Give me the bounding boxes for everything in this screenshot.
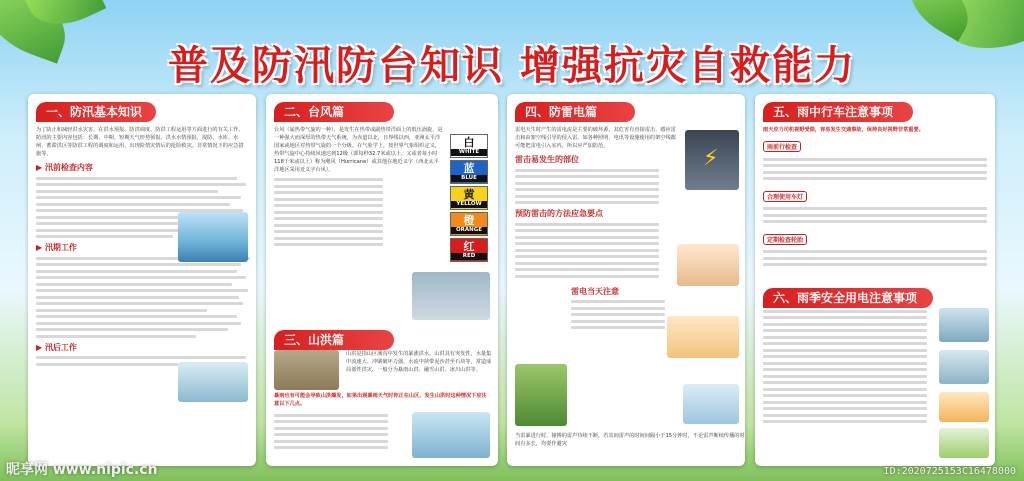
section-lightning [507, 94, 745, 466]
section-title: 五、雨中行车注意事项 [763, 102, 913, 122]
text-block [28, 257, 256, 338]
flash-flood-photo [274, 350, 339, 390]
flash-flood-tips [266, 410, 396, 453]
section-flood-basics [28, 94, 256, 466]
text-block [755, 250, 995, 266]
subheading-prevention: 预防雷击的方法应急要点 [515, 209, 603, 218]
watermark-logo: 昵享网 www.nipic.cn [6, 462, 158, 478]
strike-locations-list [507, 169, 667, 205]
page-title: 普及防汛防台知识 增强抗灾自救能力 [168, 43, 856, 89]
typhoon-illustration [412, 272, 490, 320]
flood-scene-illustration [178, 362, 248, 402]
prevention-list [507, 223, 667, 278]
subheading-preflood-check: ▶ 汛前检查内容 [36, 163, 93, 172]
subheading-flood-season: ▶ 汛期工作 [36, 243, 77, 252]
section-intro: 台风（属热带气旋的一种），是发生在热带或副热带洋面上的低压涡旋，是一种强大而深厚的热带天气系统，为赤道以北，日界线以西，亚洲太平洋国家或地区对热带气旋的一个分级。在气象学上，按世界气象组织定义，热带气旋中心持续风速达到12级（即每秒32.7米或以上，又或者每小时118千米或以上）称为飓风（Hurricane）或其他在地近义字（西北太平洋地区采用近义字台风）。 [274, 127, 443, 173]
flash-flood-warning: 暴雨也有可能会导致山洪爆发，如果出现暴雨天气时你正在山区，发生山洪时这种情况下应注意以下几点。 [274, 393, 487, 407]
section-title-flash-flood: 三、山洪篇 [274, 330, 394, 350]
section-title: 二、台风篇 [274, 102, 394, 122]
typhoon-tips [266, 178, 391, 246]
flash-flood-intro: 山洪是指山区溪沟中发生的暴涨洪水。山洪具有突发性，水量集中流速大、冲刷破坏力强，水流中挟带泥沙甚至石块等，常造成局部性洪灾，一般分为暴雨山洪、融雪山洪、冰川山洪等。 [346, 351, 492, 373]
lightning-illustration [685, 130, 739, 190]
flash-flood-illustration [412, 412, 490, 458]
lightning-bolt-icon: ⚡ [703, 146, 719, 171]
watermark-id: ID:2020725153C16478000 [883, 466, 1016, 477]
alert-white: 白 WHITE [450, 134, 490, 158]
electric-hazard-illustration [939, 392, 989, 422]
umbrella-illustration [683, 384, 739, 424]
thunder-day-list [563, 300, 673, 329]
flood-rescue-illustration [178, 212, 248, 262]
lightning-outro: 当雷暴进行时，撞搏的雷声待续不断，若其间雷声的时间间隔小于15分钟时，不论雷声断续传播的时间有多长，均要作避灾 [515, 433, 745, 447]
section-title: 一、防汛基本知识 [36, 102, 156, 122]
power-plug-illustration [939, 428, 989, 458]
section-title: 四、防雷电篇 [515, 102, 635, 122]
section-rain-driving [755, 94, 995, 466]
section-intro: 雷电天生时产生的雷电流是主要的破坏源，其危害有直接雷击、感应雷击和由架空线引导的侵入雷。如各种照明、电讯等设施使用的架空线都可能把雷电引入室内，所以应严加防范。 [515, 127, 676, 149]
tag-pre-rain-check: 雨前行检查 [763, 141, 801, 152]
alert-red: 红 RED [450, 238, 490, 262]
flooded-car-illustration [939, 350, 989, 384]
tree-lightning-illustration [515, 364, 567, 426]
subheading-strike-locations: 雷击易发生的部位 [515, 155, 579, 164]
tag-use-lights: 合理使用车灯 [763, 191, 807, 202]
typhoon-alert-levels [450, 132, 490, 264]
rain-driving-tips [755, 134, 995, 266]
tag-check-tires: 定期检查轮胎 [763, 234, 807, 245]
alert-blue: 蓝 BLUE [450, 160, 490, 184]
electricity-tips [755, 306, 935, 427]
lightning-scene-illustration [677, 244, 739, 286]
alert-yellow: 黄 YELLOW [450, 186, 490, 210]
subheading-thunder-day: 雷电当天注意 [571, 286, 619, 296]
section-typhoon [266, 94, 498, 466]
section-title-electricity: 六、雨季安全用电注意事项 [763, 288, 933, 308]
lightning-victim-illustration [667, 316, 739, 358]
street-flood-illustration [939, 308, 989, 342]
alert-orange: 橙 ORANGE [450, 212, 490, 236]
text-block [755, 158, 995, 181]
subheading-post-flood: ▶ 汛后工作 [36, 342, 77, 352]
section-intro: 为了防止和减轻洪水灾害，在洪水预报、防洪调度、防洪工程运用等方面进行的有关工作。防汛的主要内容包括：长期、中期、短期天气形势预报，洪水水情预报，堤防、水库、水闸、蓄滞洪区等防洪工程的调度和运用，出现险情灾情后的抢险救灾。非常情况下的应急措施等。 [36, 127, 244, 157]
text-block [755, 207, 995, 223]
section-intro: 雨天应力司机视野受限，容易发生交通事故，保持良好视野非常重要。 [763, 127, 924, 133]
